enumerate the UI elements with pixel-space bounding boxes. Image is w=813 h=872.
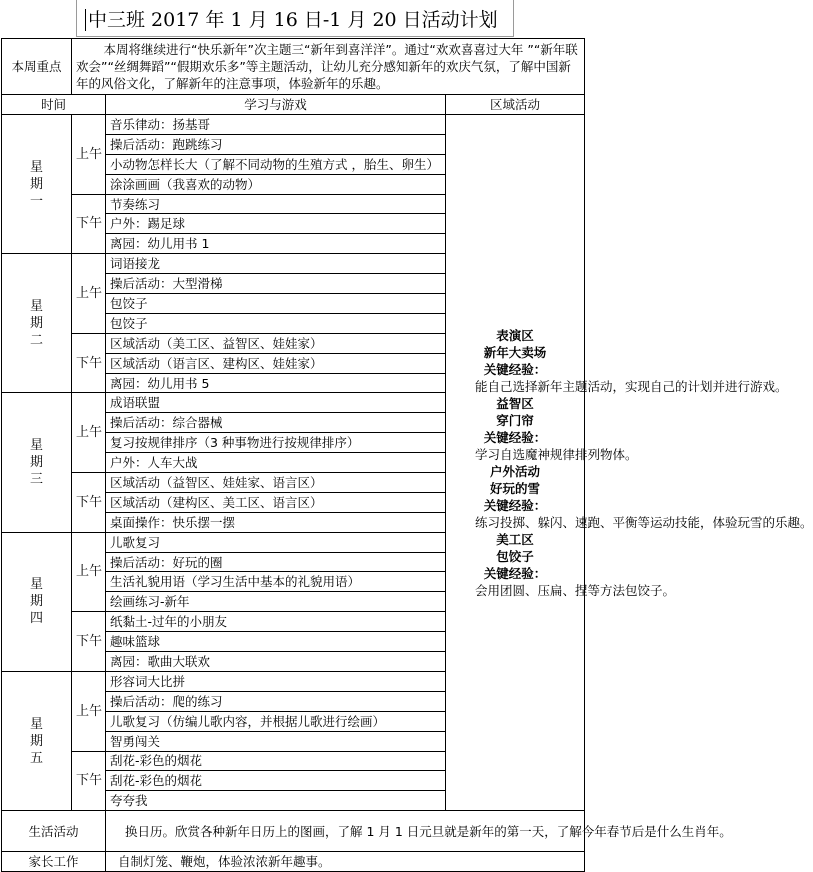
activity-item[interactable]: 刮花-彩色的烟花 bbox=[106, 751, 446, 771]
area-activities-cell bbox=[446, 115, 813, 811]
afternoon-label: 下午 bbox=[72, 612, 106, 672]
day-label: 星 期 一 bbox=[2, 115, 72, 254]
page-margin-right bbox=[513, 0, 514, 36]
activity-item[interactable]: 离园：歌曲大联欢 bbox=[106, 652, 446, 672]
header-time: 时间 bbox=[2, 95, 106, 115]
activity-item[interactable]: 涂涂画画（我喜欢的动物） bbox=[106, 174, 446, 194]
life-text-cell[interactable] bbox=[106, 811, 732, 852]
page-margin-bottom bbox=[76, 36, 514, 37]
activity-item[interactable]: 词语接龙 bbox=[106, 254, 446, 274]
area-key-text: 学习自选魔神规律排列物体。 bbox=[475, 446, 638, 462]
morning-label: 上午 bbox=[72, 115, 106, 195]
life-text: 换日历。欣赏各种新年日历上的图画，了解 1 月 1 日元旦就是新年的第一天，了解今年春节后是什么生肖年。 bbox=[125, 823, 732, 839]
morning-label: 上午 bbox=[72, 254, 106, 334]
activity-item[interactable]: 操后活动：大型滑梯 bbox=[106, 274, 446, 294]
activity-item[interactable]: 生活礼貌用语（学习生活中基本的礼貌用语） bbox=[106, 572, 446, 592]
activity-item[interactable]: 音乐律动：扬基哥 bbox=[106, 115, 446, 135]
afternoon-label: 下午 bbox=[72, 333, 106, 393]
area-key-label: 关键经验： bbox=[483, 429, 547, 445]
day-label: 星 期 四 bbox=[2, 532, 72, 671]
focus-text[interactable]: 本周将继续进行“快乐新年”次主题三“新年到喜洋洋”。通过“欢欢喜喜过大年 ”“新年联欢会”“丝绸舞蹈”“假期欢乐多”等主题活动，让幼儿充分感知新年的欢庆气氛，了解中国新年的风俗文化，了解新年的注意事项，体验新年的乐趣。 bbox=[72, 39, 585, 95]
afternoon-label: 下午 bbox=[72, 473, 106, 533]
activity-item[interactable]: 户外：人车大战 bbox=[106, 453, 446, 473]
area-activity-name: 新年大卖场 bbox=[483, 344, 547, 360]
activity-item[interactable]: 包饺子 bbox=[106, 294, 446, 314]
header-area: 区域活动 bbox=[446, 95, 585, 115]
activity-item[interactable]: 区域活动（益智区、娃娃家、语言区） bbox=[106, 473, 446, 493]
area-key-text: 会用团圆、压扁、捏等方法包饺子。 bbox=[475, 582, 676, 598]
activity-item[interactable]: 智勇闯关 bbox=[106, 731, 446, 751]
activity-item[interactable]: 夸夸我 bbox=[106, 791, 446, 811]
activity-item[interactable]: 趣味篮球 bbox=[106, 632, 446, 652]
day-label: 星 期 二 bbox=[2, 254, 72, 393]
life-label: 生活活动 bbox=[2, 811, 106, 852]
day-label: 星 期 五 bbox=[2, 671, 72, 810]
area-activity-name: 好玩的雪 bbox=[490, 480, 541, 496]
area-key-text: 能自己选择新年主题活动，实现自己的计划并进行游戏。 bbox=[475, 378, 788, 394]
activity-item[interactable]: 包饺子 bbox=[106, 313, 446, 333]
page-margin-left bbox=[76, 0, 77, 36]
activity-item[interactable]: 绘画练习-新年 bbox=[106, 592, 446, 612]
area-activity-name: 包饺子 bbox=[496, 548, 534, 564]
area-zone: 益智区 bbox=[496, 395, 534, 411]
activity-item[interactable]: 操后活动：跑跳练习 bbox=[106, 134, 446, 154]
activity-item[interactable]: 离园：幼儿用书 5 bbox=[106, 373, 446, 393]
activity-item[interactable]: 操后活动：综合器械 bbox=[106, 413, 446, 433]
area-key-text: 练习投掷、躲闪、速跑、平衡等运动技能，体验玩雪的乐趣。 bbox=[475, 514, 813, 530]
activity-item[interactable]: 小动物怎样长大（了解不同动物的生殖方式 ，胎生、卵生） bbox=[106, 154, 446, 174]
area-activity-name: 穿门帘 bbox=[496, 412, 534, 428]
activity-item[interactable]: 成语联盟 bbox=[106, 393, 446, 413]
activity-item[interactable]: 复习按规律排序（3 种事物进行按规律排序） bbox=[106, 433, 446, 453]
activity-item[interactable]: 桌面操作：快乐摆一摆 bbox=[106, 512, 446, 532]
activity-item[interactable]: 节奏练习 bbox=[106, 194, 446, 214]
focus-row bbox=[2, 39, 585, 95]
document-title-text: 中三班 2017 年 1 月 16 日-1 月 20 日活动计划 bbox=[88, 9, 498, 31]
afternoon-label: 下午 bbox=[72, 751, 106, 811]
header-row bbox=[2, 95, 585, 115]
activity-item[interactable]: 儿歌复习（仿编儿歌内容，并根据儿歌进行绘画） bbox=[106, 711, 446, 731]
area-zone: 户外活动 bbox=[490, 463, 541, 479]
area-zone: 表演区 bbox=[496, 327, 534, 343]
life-row bbox=[2, 811, 585, 852]
afternoon-label: 下午 bbox=[72, 194, 106, 254]
area-key-label: 关键经验： bbox=[483, 361, 547, 377]
document-title[interactable] bbox=[88, 6, 498, 34]
activity-item[interactable]: 刮花-彩色的烟花 bbox=[106, 771, 446, 791]
activity-item[interactable]: 操后活动：爬的练习 bbox=[106, 691, 446, 711]
activity-plan-table bbox=[1, 38, 813, 872]
parent-label: 家长工作 bbox=[2, 852, 106, 872]
schedule-row bbox=[2, 115, 585, 135]
activity-item[interactable]: 区域活动（美工区、益智区、娃娃家） bbox=[106, 333, 446, 353]
parent-text[interactable]: 自制灯笼、鞭炮，体验浓浓新年趣事。 bbox=[106, 852, 585, 872]
parent-row bbox=[2, 852, 585, 872]
morning-label: 上午 bbox=[72, 532, 106, 612]
morning-label: 上午 bbox=[72, 393, 106, 473]
activity-item[interactable]: 纸黏土-过年的小朋友 bbox=[106, 612, 446, 632]
focus-label: 本周重点 bbox=[2, 39, 72, 95]
activity-item[interactable]: 户外：踢足球 bbox=[106, 214, 446, 234]
day-label: 星 期 三 bbox=[2, 393, 72, 532]
activity-item[interactable]: 离园：幼儿用书 1 bbox=[106, 234, 446, 254]
activity-item[interactable]: 区域活动（建构区、美工区、语言区） bbox=[106, 492, 446, 512]
morning-label: 上午 bbox=[72, 671, 106, 751]
activity-item[interactable]: 形容词大比拼 bbox=[106, 671, 446, 691]
activity-item[interactable]: 儿歌复习 bbox=[106, 532, 446, 552]
text-cursor bbox=[85, 9, 86, 31]
area-key-label: 关键经验： bbox=[483, 497, 547, 513]
area-zone: 美工区 bbox=[496, 531, 534, 547]
header-study: 学习与游戏 bbox=[106, 95, 446, 115]
activity-item[interactable]: 操后活动：好玩的圈 bbox=[106, 552, 446, 572]
activity-item[interactable]: 区域活动（语言区、建构区、娃娃家） bbox=[106, 353, 446, 373]
area-key-label: 关键经验： bbox=[483, 565, 547, 581]
